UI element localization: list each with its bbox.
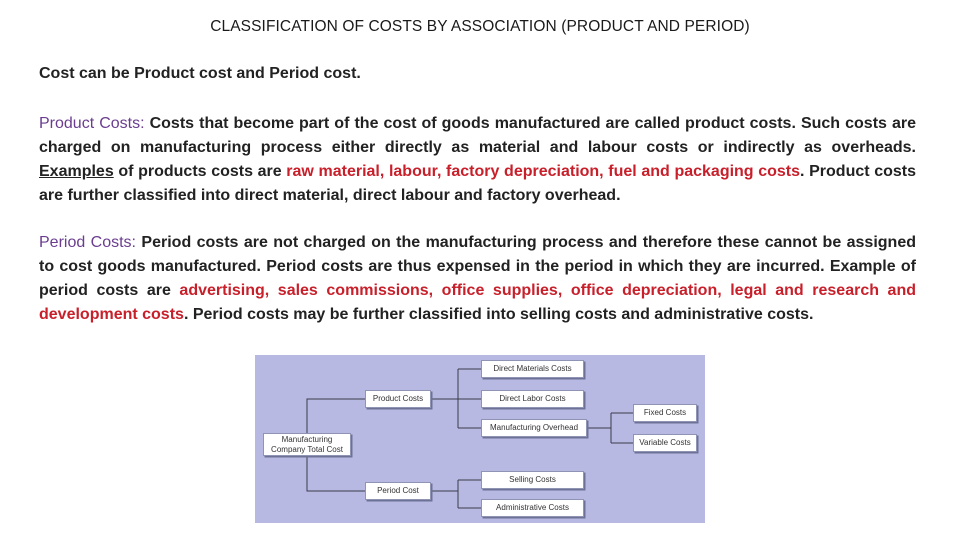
variable-costs-box: Variable Costs <box>633 434 697 452</box>
product-examples-list: raw material, labour, factory depreciation, fuel and packaging costs <box>286 163 801 180</box>
examples-underlined: Examples <box>39 163 114 180</box>
intro-paragraph: Cost can be Product cost and Period cost. <box>39 65 361 82</box>
period-costs-paragraph <box>39 231 916 327</box>
administrative-costs-box: Administrative Costs <box>481 499 584 517</box>
selling-costs-box: Selling Costs <box>481 471 584 489</box>
direct-materials-box: Direct Materials Costs <box>481 360 584 378</box>
manufacturing-overhead-box: Manufacturing Overhead <box>481 419 587 437</box>
product-text-1: Costs that become part of the cost of goods manufactured are called product costs. Such costs are charged on manufacturing process either directly as material and labour costs or indirectly as overheads. <box>39 115 916 156</box>
root-box: Manufacturing Company Total Cost <box>263 433 351 456</box>
period-cost-box: Period Cost <box>365 482 431 500</box>
period-text-1: Period costs are not charged on the manufacturing process and therefore these cannot be assigned to cost goods manufactured. Period costs are thus expensed in the period in which they are incurred. Example of period costs are <box>39 234 916 299</box>
product-costs-box: Product Costs <box>365 390 431 408</box>
product-costs-paragraph <box>39 112 916 208</box>
product-text-3: . Product costs are further classified into direct material, direct labour and factory overhead. <box>39 163 917 204</box>
cost-classification-diagram <box>255 355 705 523</box>
direct-labor-box: Direct Labor Costs <box>481 390 584 408</box>
product-costs-label: Product Costs: <box>39 115 145 132</box>
period-examples-list: advertising, sales commissions, office supplies, office depreciation, legal and research and development costs <box>39 282 917 323</box>
product-text-2: of products costs are <box>113 163 287 180</box>
period-text-2: . Period costs may be further classified into selling costs and administrative costs. <box>183 306 814 323</box>
slide-title: CLASSIFICATION OF COSTS BY ASSOCIATION (PRODUCT AND PERIOD) <box>210 18 750 35</box>
fixed-costs-box: Fixed Costs <box>633 404 697 422</box>
period-costs-label: Period Costs: <box>39 234 137 251</box>
